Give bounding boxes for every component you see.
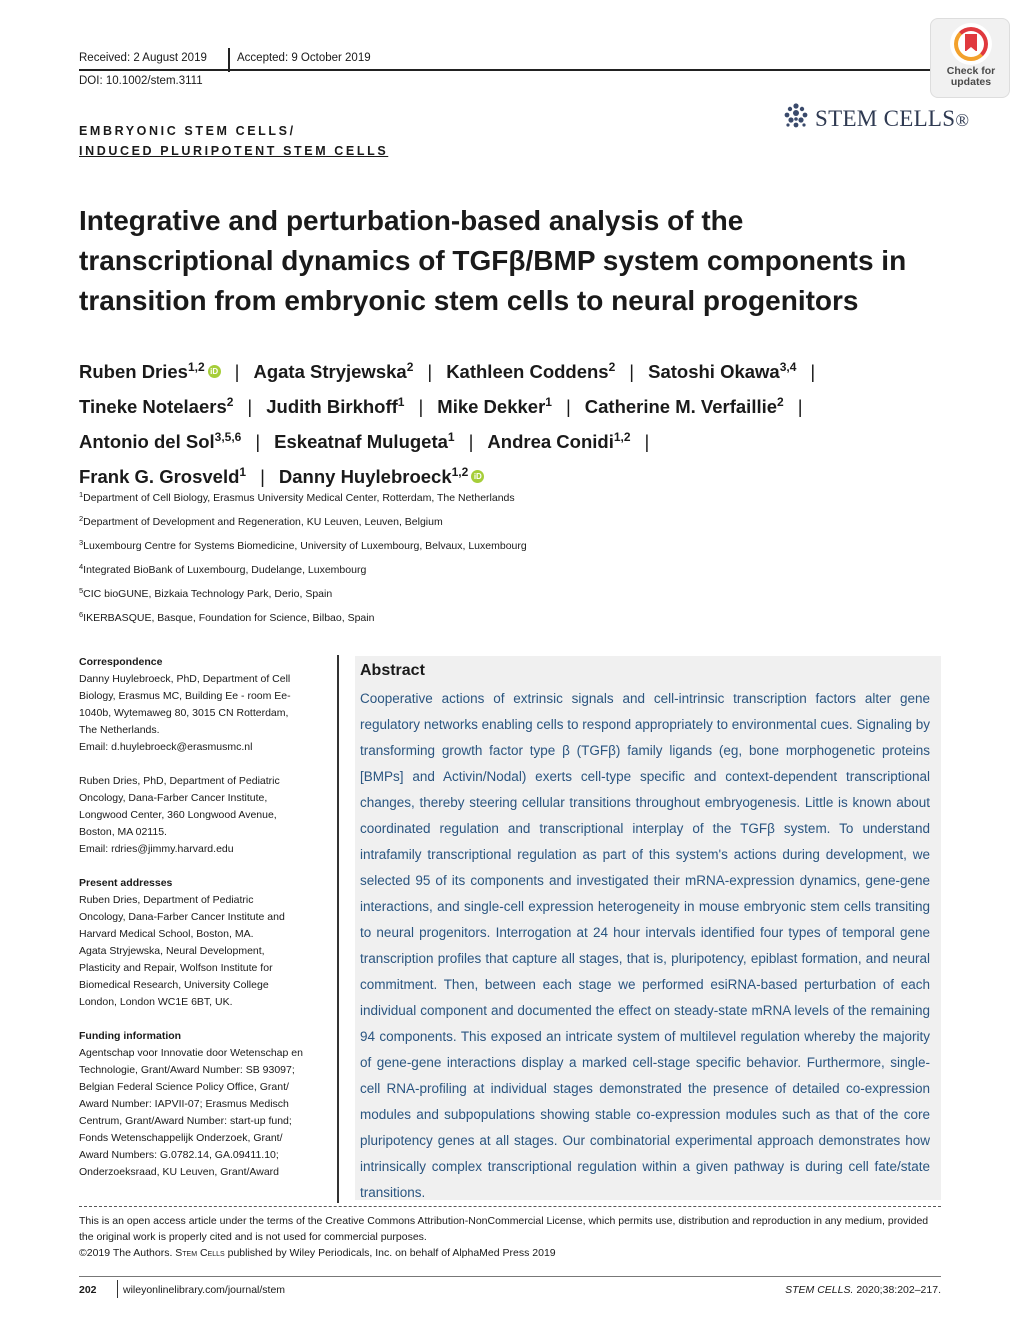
author-affil: 2: [406, 360, 414, 374]
abstract-heading: Abstract: [360, 662, 425, 679]
funding-line: Award Numbers: G.0782.14, GA.09411.10;: [79, 1149, 279, 1161]
affiliation-number: 5: [79, 586, 84, 595]
journal-website[interactable]: wileyonlinelibrary.com/journal/stem: [123, 1284, 286, 1296]
copyright-journal: Stem Cells: [175, 1247, 225, 1259]
funding-line: Award Number: IAPVII-07; Erasmus Medisch: [79, 1098, 289, 1110]
author-affil: 1,2: [451, 465, 469, 479]
author-separator: |: [260, 466, 265, 487]
column-divider: [337, 655, 339, 1203]
section-label-line1: EMBRYONIC STEM CELLS/: [79, 124, 296, 138]
orcid-icon[interactable]: iD: [208, 365, 221, 378]
author-separator: |: [797, 396, 803, 417]
funding-line: Belgian Federal Science Policy Office, Grant/: [79, 1081, 289, 1093]
author-name[interactable]: Frank G. Grosveld: [79, 466, 240, 487]
author-affil: 1: [239, 465, 247, 479]
funding-line: Agentschap voor Innovatie door Wetenschap en: [79, 1047, 303, 1059]
correspondence-line: Boston, MA 02115.: [79, 826, 167, 838]
author-separator: |: [418, 396, 424, 417]
affiliation-item: [79, 490, 527, 514]
author-affil: 1,2: [187, 360, 205, 374]
author-list: [79, 352, 949, 492]
author-separator: |: [468, 431, 474, 452]
check-for-updates-badge[interactable]: [930, 18, 1010, 98]
affiliation-item: [79, 514, 527, 538]
affiliation-item: [79, 610, 527, 634]
affiliation-number: 3: [79, 538, 84, 547]
author-name[interactable]: Ruben Dries: [79, 361, 188, 382]
title-line1: Integrative and perturbation-based analysis of the: [79, 205, 744, 236]
author-line4: [79, 457, 949, 492]
affiliation-number: 6: [79, 610, 84, 619]
correspondence-line: Danny Huylebroeck, PhD, Department of Cell: [79, 673, 291, 685]
author-name[interactable]: Kathleen Coddens: [446, 361, 609, 382]
stem-cells-logo-icon: [783, 101, 809, 131]
section-label-line2: INDUCED PLURIPOTENT STEM CELLS: [79, 144, 389, 158]
copyright-line: [79, 1245, 941, 1261]
doi[interactable]: DOI: 10.1002/stem.3111: [79, 75, 203, 87]
affiliation-text: CIC bioGUNE, Bizkaia Technology Park, Derio, Spain: [83, 588, 333, 600]
author-name[interactable]: Judith Birkhoff: [266, 396, 398, 417]
crossmark-icon: [950, 23, 992, 65]
author-affil: 1: [545, 395, 552, 409]
title-line3: transition from embryonic stem cells to neural progenitors: [79, 285, 859, 316]
abstract-text: Cooperative actions of extrinsic signals and cell-intrinsic transcription factors alter gene regulatory networks enabling cells to respond appropriately to environmental cues. Signaling by transforming growth factor type β (TGFβ) family ligands (eg, bone morphogenetic proteins [BMPs] and Activin/Nodal) exerts cell-type specific and context-dependent transcriptional changes, thereby steering cellular transitions throughout embryogenesis. Little is known about coordinated regulation and transcriptional interplay of the TGFβ system. To understand intrafamily transcriptional regulation as part of this system's actions during development, we selected 95 of its components and investigated their mRNA-expression dynamics, gene-gene interactions, and single-cell expression heterogeneity in mouse embryonic stem cells transiting to neural progenitors. Interrogation at 24 hour intervals identified four types of temporal gene transcription profiles that capture all stages, that is, pluripotency, epiblast formation, and neural commitment. Then, between each stage we performed esiRNA-based perturbation of each individual component and documented the effect on steady-state mRNA levels of the remaining 94 components. This exposed an intricate system of multilevel regulation whereby the majority of gene-gene interactions display a marked cell-stage specific behavior. Furthermore, single-cell RNA-profiling at individual stages demonstrated the presence of detailed co-expression modules and subpopulations showing stable co-expression modules such as that of the core pluripotency genes at all stages. Our combinatorial experimental approach demonstrates how intrinsically complex transcriptional regulation within a given pathway is during cell fate/state transitions.: [360, 691, 930, 1200]
author-affil: 2: [777, 395, 784, 409]
affiliation-item: [79, 586, 527, 610]
author-name[interactable]: Danny Huylebroeck: [278, 466, 452, 487]
author-separator: |: [565, 396, 571, 417]
correspondence-line: Oncology, Dana-Farber Cancer Institute,: [79, 792, 268, 804]
present-address-line: Biomedical Research, University College: [79, 979, 269, 991]
badge-line1: Check for: [946, 65, 996, 77]
citation: [785, 1284, 941, 1296]
header-rule: [79, 69, 940, 71]
author-separator: |: [255, 431, 261, 452]
author-name[interactable]: Agata Stryjewska: [253, 361, 407, 382]
author-affil: 3,5,6: [214, 430, 242, 444]
affiliation-item: [79, 562, 527, 586]
orcid-icon[interactable]: iD: [471, 470, 484, 483]
sidebar-metadata: [79, 654, 331, 1181]
page-footer-rule: [79, 1276, 941, 1277]
author-separator: |: [247, 396, 253, 417]
article-title: [79, 201, 949, 321]
author-name[interactable]: Andrea Conidi: [487, 431, 614, 452]
author-line2: [79, 387, 949, 422]
author-affil: 1: [397, 395, 405, 409]
funding-heading: Funding information: [79, 1030, 182, 1042]
affiliation-number: 1: [79, 490, 84, 499]
present-address-line: London, London WC1E 6BT, UK.: [79, 996, 233, 1008]
page-number: 202: [79, 1284, 97, 1296]
affiliation-text: IKERBASQUE, Basque, Foundation for Science, Bilbao, Spain: [83, 612, 375, 624]
page-footer-separator: [117, 1280, 118, 1298]
author-name[interactable]: Antonio del Sol: [79, 431, 215, 452]
affiliation-text: Luxembourg Centre for Systems Biomedicine, University of Luxembourg, Belvaux, Luxembourg: [83, 540, 527, 552]
correspondence-line: 1040b, Wytemaweg 80, 3015 CN Rotterdam,: [79, 707, 289, 719]
present-address-line: Agata Stryjewska, Neural Development,: [79, 945, 265, 957]
copyright-post: published by Wiley Periodicals, Inc. on behalf of AlphaMed Press 2019: [227, 1247, 556, 1259]
present-address-line: Plasticity and Repair, Wolfson Institute for: [79, 962, 273, 974]
journal-name-text: STEM CELLS: [815, 106, 956, 131]
funding-line: Technologie, Grant/Award Number: SB 93097;: [79, 1064, 295, 1076]
funding-line: Onderzoeksraad, KU Leuven, Grant/Award: [79, 1166, 279, 1178]
section-label: [79, 121, 388, 161]
author-affil: 1,2: [613, 430, 631, 444]
present-address-line: Harvard Medical School, Boston, MA.: [79, 928, 254, 940]
affiliation-item: [79, 538, 527, 562]
funding-line: Fonds Wetenschappelijk Onderzoek, Grant/: [79, 1132, 283, 1144]
license-note: [79, 1213, 941, 1261]
author-name[interactable]: Eskeatnaf Mulugeta: [274, 431, 448, 452]
author-affil: 2: [608, 360, 616, 374]
correspondence-line: Biology, Erasmus MC, Building Ee - room Ee-: [79, 690, 291, 702]
author-name[interactable]: Mike Dekker: [437, 396, 546, 417]
journal-logo: [783, 101, 970, 137]
affiliation-list: [79, 490, 527, 634]
author-name[interactable]: Tineke Notelaers: [79, 396, 227, 417]
present-address-line: Ruben Dries, Department of Pediatric: [79, 894, 254, 906]
author-separator: |: [427, 361, 433, 382]
registered-mark: ®: [955, 110, 970, 130]
author-name[interactable]: Satoshi Okawa: [648, 361, 780, 382]
correspondence-line: The Netherlands.: [79, 724, 160, 736]
correspondence-line: Ruben Dries, PhD, Department of Pediatric: [79, 775, 280, 787]
affiliation-text: Department of Development and Regeneration, KU Leuven, Leuven, Belgium: [83, 516, 443, 528]
present-addresses-heading: Present addresses: [79, 877, 173, 889]
journal-name: [815, 106, 969, 132]
affiliation-number: 2: [79, 514, 84, 523]
affiliation-text: Department of Cell Biology, Erasmus University Medical Center, Rotterdam, The Netherlands: [83, 492, 515, 504]
present-address-line: Oncology, Dana-Farber Cancer Institute and: [79, 911, 285, 923]
author-line3: [79, 422, 949, 457]
author-affil: 2: [226, 395, 234, 409]
correspondence-email[interactable]: Email: rdries@jimmy.harvard.edu: [79, 843, 234, 855]
license-text: This is an open access article under the terms of the Creative Commons Attribution-NonCommercial License, which permits use, distribution and reproduction in any medium, provided the original work is properly cited and is not used for commercial purposes.: [79, 1215, 929, 1243]
badge-line2: updates: [950, 76, 992, 88]
citation-journal: STEM CELLS.: [785, 1284, 854, 1296]
author-separator: |: [810, 361, 816, 382]
author-affil: 3,4: [779, 360, 797, 374]
title-line2: transcriptional dynamics of TGFβ/BMP system components in: [79, 245, 907, 276]
author-line1: [79, 352, 949, 387]
author-affil: 1: [447, 430, 455, 444]
received-date: Received: 2 August 2019: [79, 52, 207, 64]
footer-divider: [79, 1206, 941, 1207]
author-separator: |: [234, 361, 240, 382]
affiliation-number: 4: [79, 562, 84, 571]
author-name[interactable]: Catherine M. Verfaillie: [584, 396, 778, 417]
author-separator: |: [629, 361, 635, 382]
accepted-date: Accepted: 9 October 2019: [237, 52, 371, 64]
funding-line: Centrum, Grant/Award Number: start-up fund;: [79, 1115, 292, 1127]
correspondence-line: Longwood Center, 360 Longwood Avenue,: [79, 809, 277, 821]
author-separator: |: [644, 431, 650, 452]
correspondence-heading: Correspondence: [79, 656, 163, 668]
affiliation-text: Integrated BioBank of Luxembourg, Dudelange, Luxembourg: [83, 564, 367, 576]
copyright-pre: ©2019 The Authors.: [79, 1247, 173, 1259]
citation-volume: 2020;38:202–217.: [856, 1284, 941, 1296]
correspondence-email[interactable]: Email: d.huylebroeck@erasmusmc.nl: [79, 741, 253, 753]
